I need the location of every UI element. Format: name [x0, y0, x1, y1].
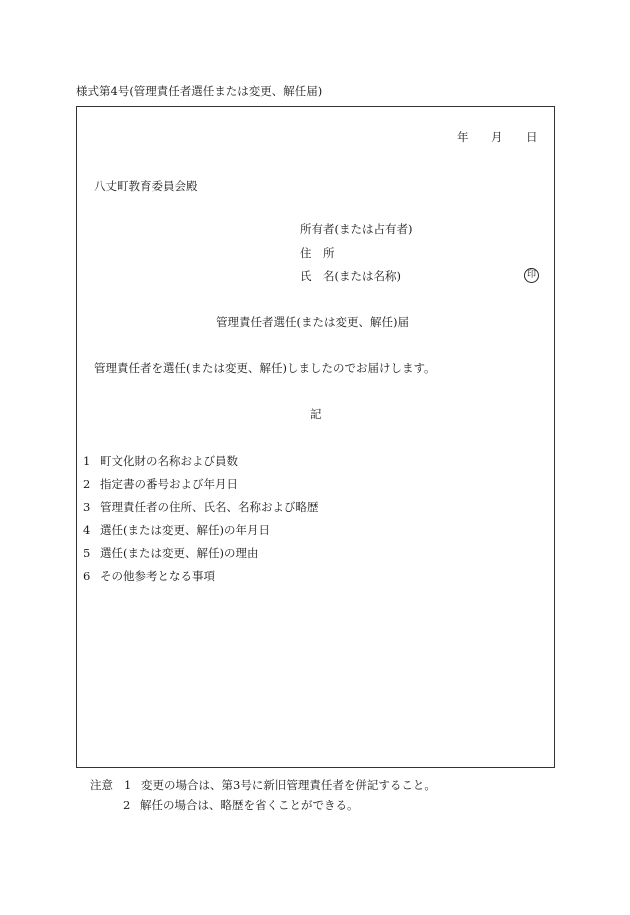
note-label: 注意 [90, 778, 113, 792]
note-text: 変更の場合は、第3号に新旧管理責任者を併記すること。 [141, 778, 436, 792]
note-number: 1 [124, 778, 132, 792]
list-item-number: 4 [83, 523, 91, 537]
date-month-label: 月 [491, 130, 503, 144]
list-item-text: 管理責任者の住所、氏名、名称および略歴 [100, 500, 319, 514]
seal-icon: 印 [524, 268, 539, 283]
date-day-label: 日 [526, 130, 538, 144]
note-number: 2 [123, 798, 131, 812]
name-label: 氏 名(または名称) [300, 269, 401, 283]
ki-label: 記 [310, 407, 322, 421]
list-item-text: 選任(または変更、解任)の理由 [100, 546, 259, 560]
note-item [90, 780, 436, 792]
list-item-number: 6 [83, 569, 91, 583]
note-item [123, 800, 359, 812]
list-item-number: 1 [83, 454, 91, 468]
list-item-number: 5 [83, 546, 91, 560]
addressee: 八丈町教育委員会殿 [94, 179, 198, 193]
form-border [76, 106, 555, 768]
list-item-text: 選任(または変更、解任)の年月日 [100, 523, 270, 537]
list-item-text: 指定書の番号および年月日 [100, 477, 238, 491]
owner-label: 所有者(または占有者) [300, 222, 413, 236]
document-title: 管理責任者選任(または変更、解任)届 [216, 315, 409, 329]
note-text: 解任の場合は、略歴を省くことができる。 [140, 798, 359, 812]
list-item [83, 571, 215, 583]
list-item [83, 548, 258, 560]
list-item-number: 3 [83, 500, 91, 514]
list-item-text: その他参考となる事項 [100, 569, 215, 583]
list-item [83, 525, 270, 537]
statement-text: 管理責任者を選任(または変更、解任)しましたのでお届けします。 [94, 361, 436, 375]
list-item-number: 2 [83, 477, 91, 491]
list-item [83, 502, 319, 514]
list-item-text: 町文化財の名称および員数 [100, 454, 238, 468]
date-year-label: 年 [457, 130, 469, 144]
form-header: 様式第4号(管理責任者選任または変更、解任届) [76, 84, 323, 98]
list-item [83, 456, 238, 468]
address-label: 住 所 [300, 246, 335, 260]
list-item [83, 479, 238, 491]
